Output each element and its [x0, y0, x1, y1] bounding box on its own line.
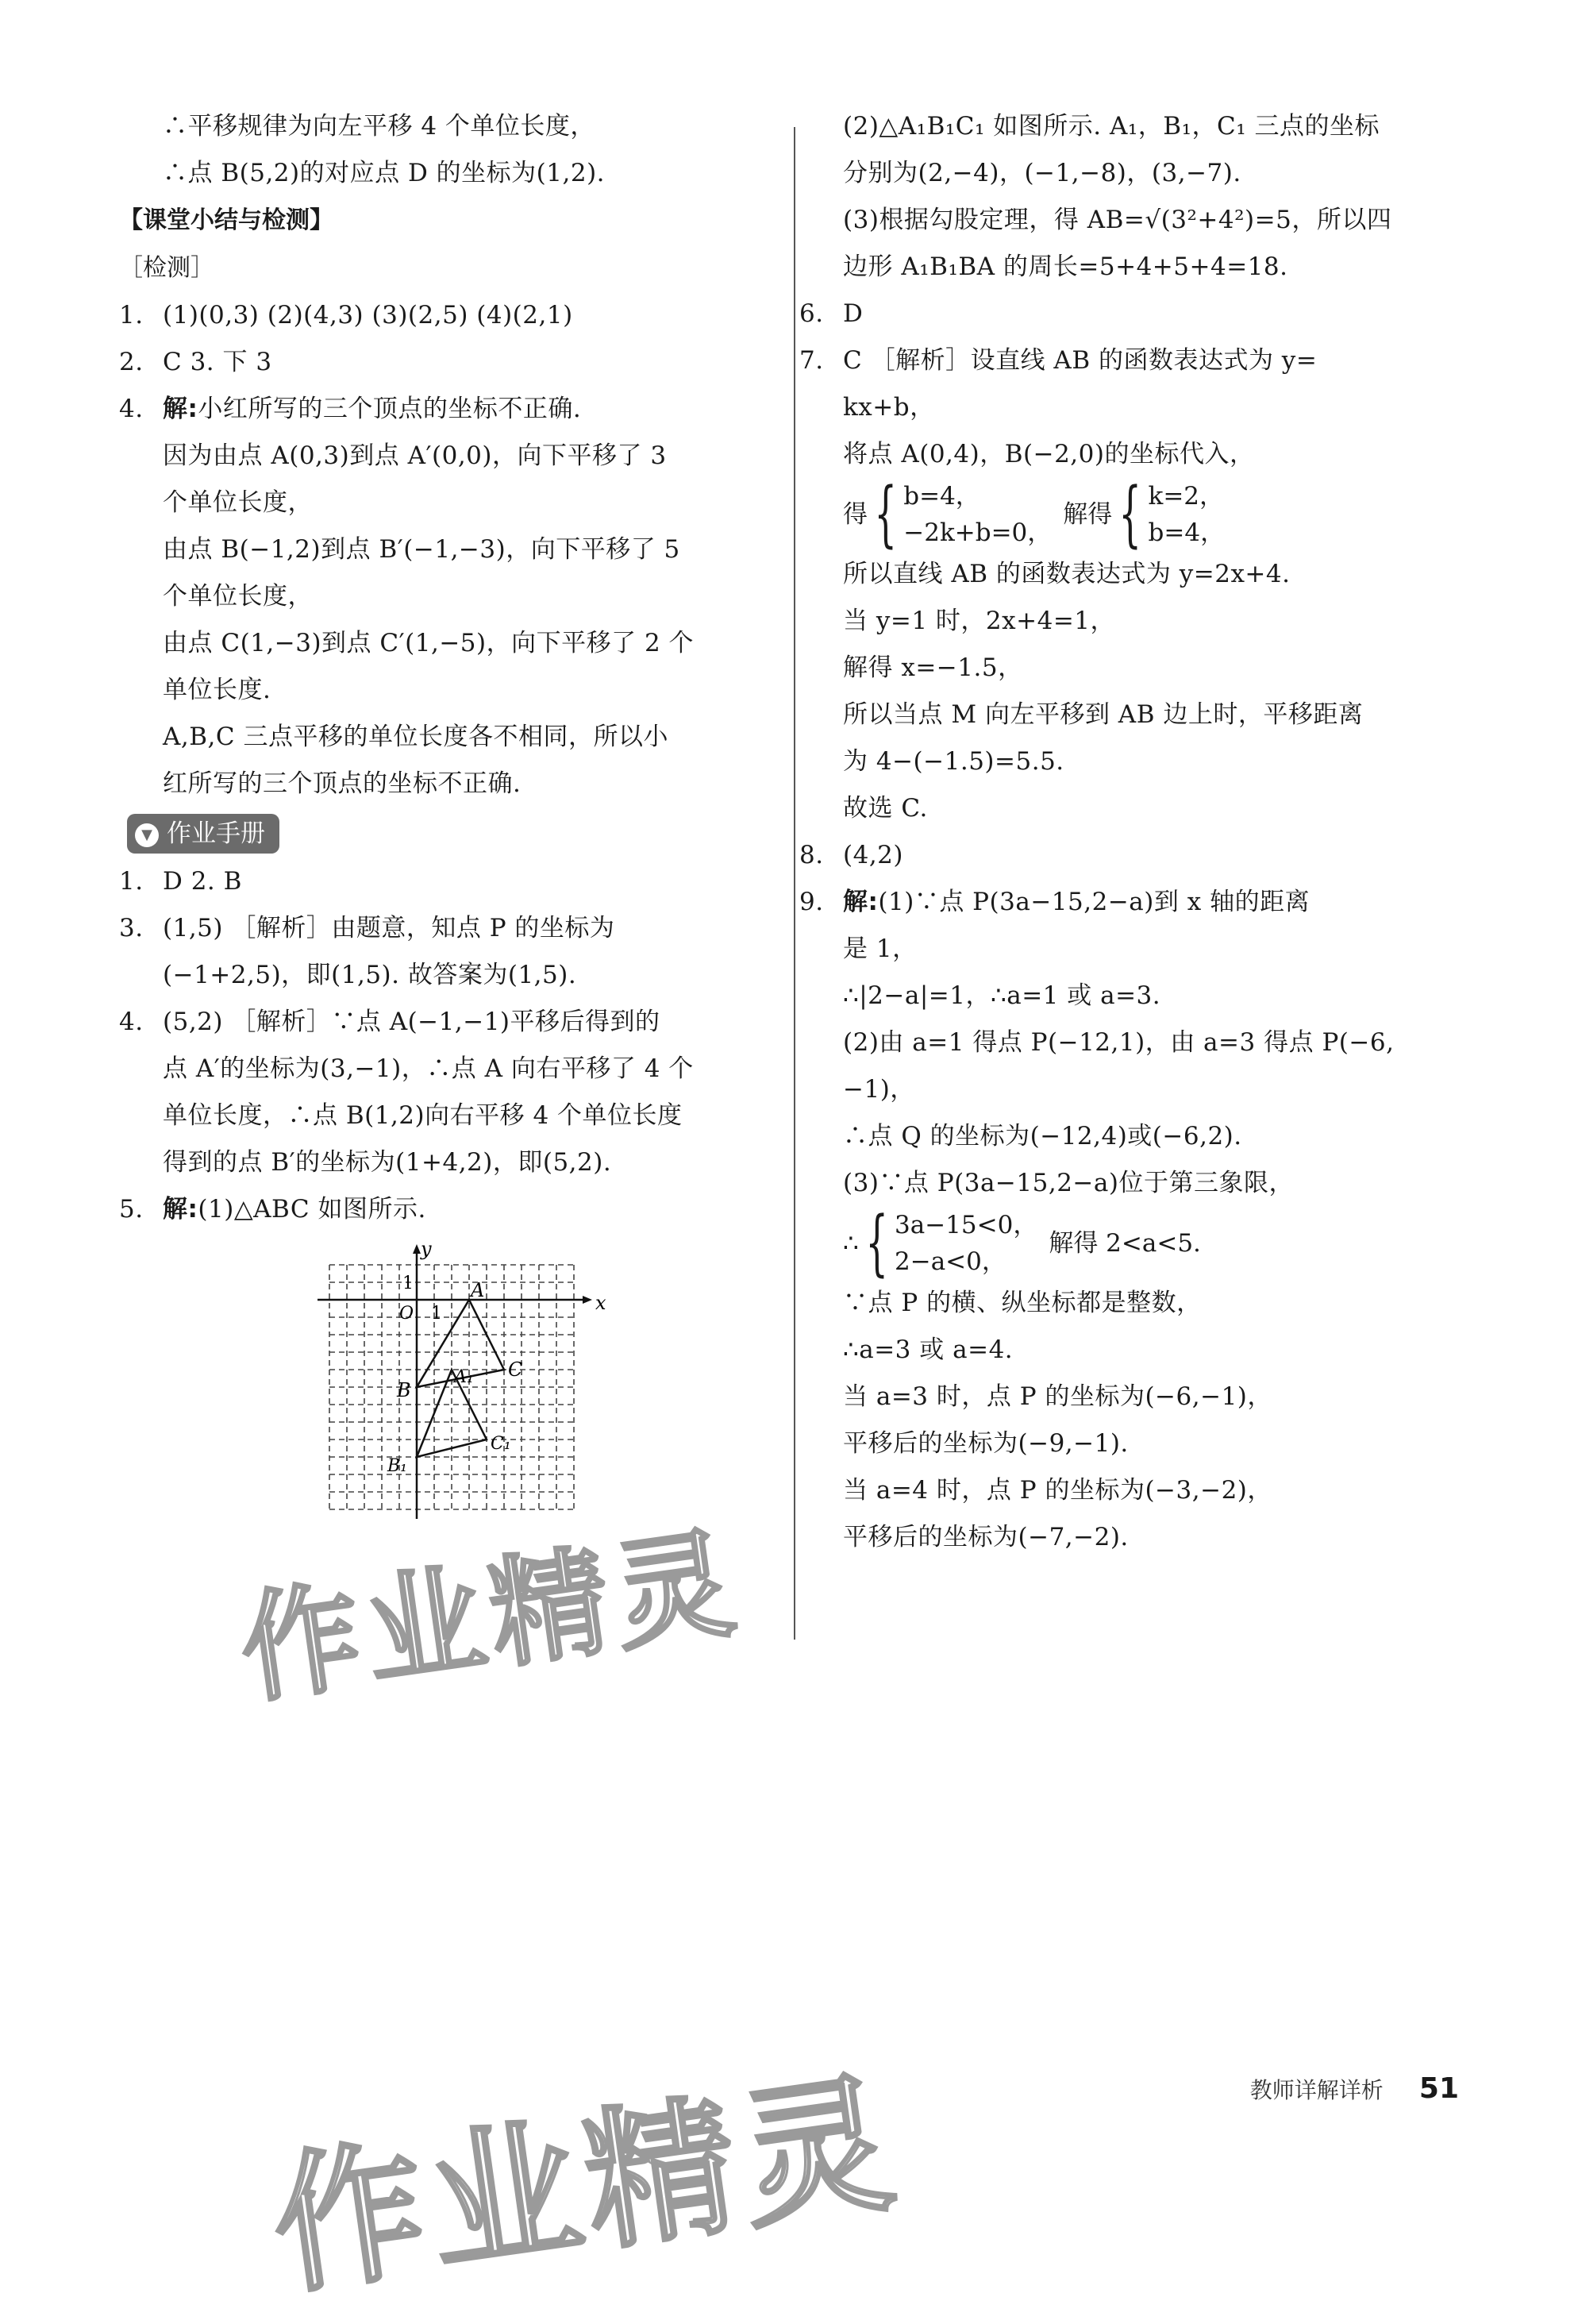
text-line: 个单位长度， [163, 582, 313, 611]
text-line: 将点 A(0,4)，B(−2,0)的坐标代入， [843, 440, 1255, 468]
point-a1-label: A₁ [454, 1367, 474, 1387]
text-line: 边形 A₁B₁BA 的周长=5+4+5+4=18. [843, 252, 1288, 281]
text-line: ∴点 Q 的坐标为(−12,4)或(−6,2). [843, 1122, 1242, 1150]
point-c-label: C [508, 1359, 523, 1381]
answer-item: 7. C ［解析］设直线 AB 的函数表达式为 y= [799, 346, 1318, 375]
x-unit-label: 1 [431, 1304, 442, 1324]
text-line: 个单位长度， [163, 488, 313, 517]
text-line: 所以直线 AB 的函数表达式为 y=2x+4. [843, 560, 1291, 588]
answer-item: 9. 解:(1)∵点 P(3a−15,2−a)到 x 轴的距离 [799, 888, 1311, 916]
answer-item: 4. 解:小红所写的三个顶点的坐标不正确. [119, 395, 582, 423]
chevron-down-icon: ▼ [135, 823, 159, 847]
text-line: ∵点 P 的横、纵坐标都是整数， [843, 1289, 1202, 1317]
watermark: 作业精灵 [232, 1513, 749, 1721]
watermark-bottom: 作业精灵 [262, 2054, 910, 2316]
text-line: (−1+2,5)，即(1,5). 故答案为(1,5). [163, 961, 577, 989]
answer-item: 1. (1)(0,3) (2)(4,3) (3)(2,5) (4)(2,1) [119, 301, 573, 330]
subsection-title: ［检测］ [119, 254, 214, 282]
x-axis-arrow [583, 1296, 592, 1304]
equation-system-row: 得 { b=4， −2k+b=0， 解得 { k=2， b=4， [843, 472, 1226, 556]
text-line: 因为由点 A(0,3)到点 A′(0,0)，向下平移了 3 [163, 441, 667, 470]
text-line: (3)根据勾股定理，得 AB=√(3²+4²)=5，所以四 [843, 206, 1392, 234]
brace: { [874, 472, 897, 556]
equation-system: k=2， b=4， [1148, 482, 1226, 547]
point-b-label: B [397, 1379, 411, 1401]
text-line: 单位长度. [163, 676, 271, 704]
inequality-system-row: ∴ { 3a−15<0， 2−a<0， 解得 2<a<5. [843, 1201, 1201, 1285]
text-line: 当 a=4 时，点 P 的坐标为(−3,−2)， [843, 1476, 1272, 1505]
inequality-system: 3a−15<0， 2−a<0， [895, 1211, 1038, 1276]
y-unit-label: 1 [402, 1274, 414, 1293]
text-line: 故选 C. [843, 794, 928, 823]
text-line: (2)由 a=1 得点 P(−12,1)，由 a=3 得点 P(−6, [843, 1028, 1395, 1057]
text-line: 解得 x=−1.5， [843, 653, 1023, 682]
answer-item: 4. (5,2) ［解析］∵点 A(−1,−1)平移后得到的 [119, 1008, 660, 1036]
answer-item: 8. (4,2) [799, 841, 903, 869]
brace: { [865, 1201, 888, 1285]
text-line: 是 1， [843, 935, 918, 963]
footer-label: 教师详解详析 [1249, 2077, 1384, 2103]
brace: { [1118, 472, 1142, 556]
answer-item: 1. D 2. B [119, 867, 242, 896]
right-column [799, 103, 1470, 1561]
grid-svg [310, 1241, 611, 1543]
text-line: 所以当点 M 向左平移到 AB 边上时，平移距离 [843, 700, 1364, 729]
text-line: (3)∵点 P(3a−15,2−a)位于第三象限， [843, 1169, 1294, 1197]
point-c1-label: C₁ [491, 1434, 511, 1454]
page-footer [1250, 2072, 1459, 2105]
text-line: 当 a=3 时，点 P 的坐标为(−6,−1)， [843, 1382, 1272, 1411]
equation-system: b=4， −2k+b=0， [903, 482, 1053, 547]
text-line: 平移后的坐标为(−9,−1). [843, 1429, 1129, 1458]
text-line: ∴点 B(5,2)的对应点 D 的坐标为(1,2). [163, 159, 606, 187]
text-line: 当 y=1 时，2x+4=1， [843, 607, 1116, 635]
answer-item: 2. C 3. 下 3 [119, 348, 272, 376]
text-line: ∴|2−a|=1，∴a=1 或 a=3. [843, 981, 1161, 1010]
section-title: 【课堂小结与检测】 [119, 206, 333, 234]
text-line: 红所写的三个顶点的坐标不正确. [163, 769, 522, 798]
text-line: (2)△A₁B₁C₁ 如图所示. A₁，B₁，C₁ 三点的坐标 [843, 112, 1380, 141]
y-axis-arrow [413, 1244, 421, 1254]
text-line: 分别为(2,−4)，(−1,−8)，(3,−7). [843, 159, 1241, 187]
text-line: 由点 C(1,−3)到点 C′(1,−5)，向下平移了 2 个 [163, 629, 695, 657]
text-line: A,B,C 三点平移的单位长度各不相同，所以小 [163, 723, 668, 751]
text-line: 得到的点 B′的坐标为(1+4,2)，即(5,2). [163, 1148, 612, 1177]
text-line: 由点 B(−1,2)到点 B′(−1,−3)，向下平移了 5 [163, 535, 680, 564]
text-line: 平移后的坐标为(−7,−2). [843, 1523, 1129, 1551]
point-a-label: A [471, 1279, 485, 1301]
grid-lines [329, 1265, 574, 1513]
text-line: 为 4−(−1.5)=5.5. [843, 747, 1064, 776]
page-number: 51 [1418, 2072, 1459, 2105]
y-axis-label: y [421, 1241, 432, 1260]
left-column [119, 103, 770, 1543]
x-axis-label: x [595, 1292, 606, 1314]
answer-item: 3. (1,5) ［解析］由题意，知点 P 的坐标为 [119, 914, 615, 942]
text-line: kx+b， [843, 393, 935, 422]
point-b1-label: B₁ [387, 1456, 407, 1476]
origin-label: O [399, 1304, 414, 1324]
text-line: 点 A′的坐标为(3,−1)，∴点 A 向右平移了 4 个 [163, 1054, 694, 1083]
answer-item: 6. D [799, 299, 864, 328]
homework-section-header: ▼ 作业手册 [127, 814, 279, 854]
text-line: ∴平移规律为向左平移 4 个单位长度， [163, 112, 595, 141]
text-line: −1)， [843, 1075, 915, 1104]
text-line: 单位长度，∴点 B(1,2)向右平移 4 个单位长度 [163, 1101, 683, 1130]
text-line: ∴a=3 或 a=4. [843, 1335, 1014, 1364]
column-divider [794, 127, 795, 1640]
coordinate-grid-figure [310, 1241, 611, 1543]
answer-item: 5. 解:(1)△ABC 如图所示. [119, 1195, 426, 1224]
